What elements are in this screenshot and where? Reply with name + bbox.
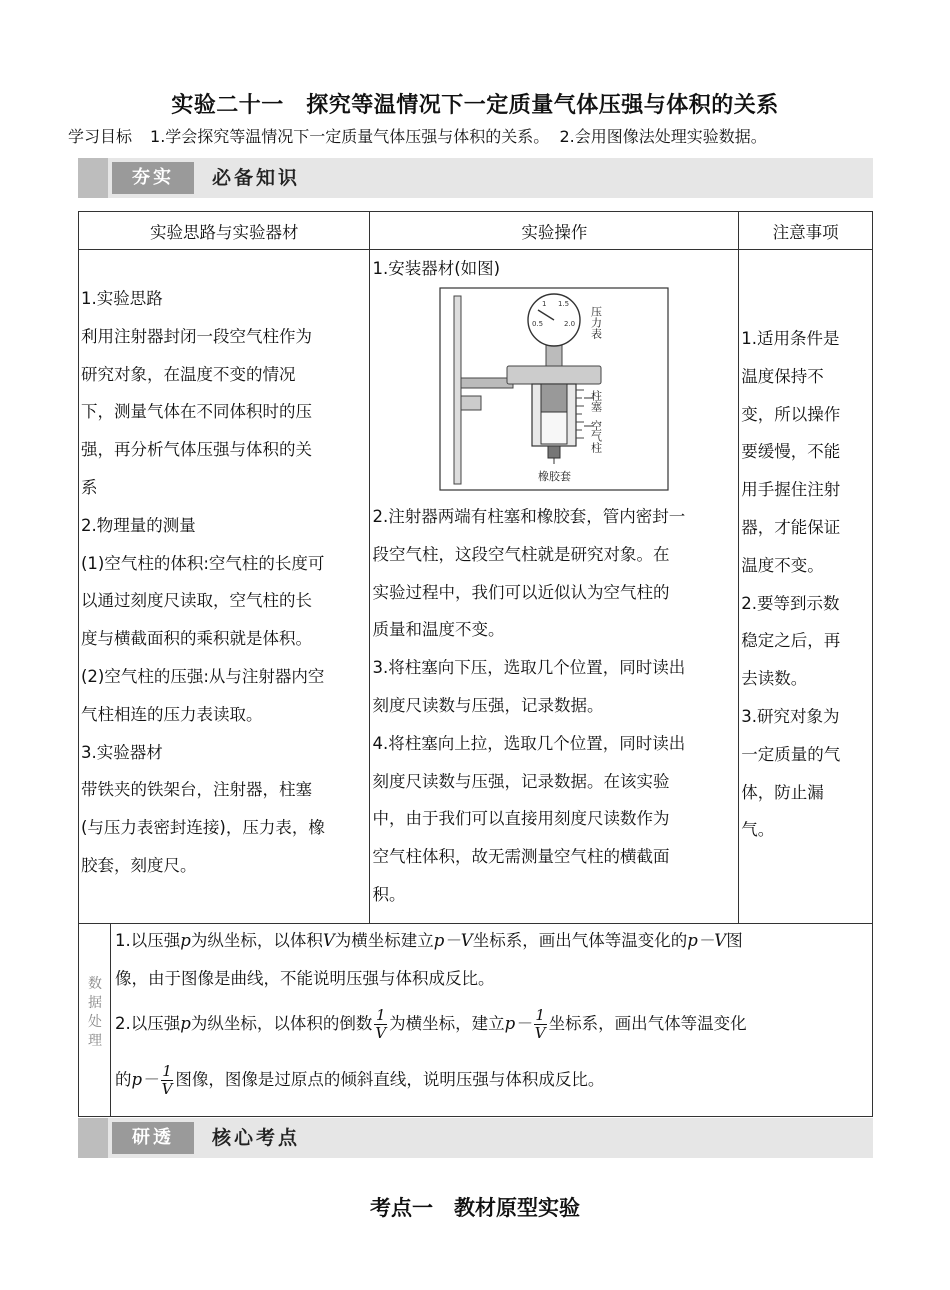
operation-line: 积。 bbox=[372, 884, 406, 904]
banner-tag: 夯实 bbox=[112, 162, 194, 194]
notes-cell bbox=[739, 250, 872, 849]
approach-line: 度与横截面积的乘积就是体积。 bbox=[81, 629, 312, 649]
learning-goals bbox=[68, 124, 767, 147]
notes-line: 稳定之后，再 bbox=[741, 631, 841, 651]
notes-line: 体，防止漏 bbox=[741, 782, 824, 802]
experiment-table bbox=[78, 211, 873, 924]
data-processing-label: 数据处理 bbox=[88, 976, 102, 1049]
approach-line: 系 bbox=[81, 477, 98, 497]
dp-line-1: 1.以压强p为纵坐标，以体积V为横坐标建立p－V坐标系，画出气体等温变化的p－V图 bbox=[115, 931, 743, 950]
approach-line: 胶套，刻度尺。 bbox=[81, 855, 197, 875]
operation-line: 质量和温度不变。 bbox=[372, 620, 505, 640]
notes-line: 2.要等到示数 bbox=[741, 593, 840, 613]
section-banner-core bbox=[78, 1118, 873, 1158]
dp-line-2: 像，由于图像是曲线，不能说明压强与体积成反比。 bbox=[115, 969, 495, 988]
operation-line: 3.将柱塞向下压，选取几个位置，同时读出 bbox=[372, 658, 686, 678]
fraction-1-over-v: $\frac{1}{V}$ bbox=[534, 1006, 546, 1042]
operation-line: 空气柱体积，故无需测量空气柱的横截面 bbox=[372, 847, 670, 867]
notes-line: 器，才能保证 bbox=[741, 517, 841, 537]
approach-line: 以通过刻度尺读取，空气柱的长 bbox=[81, 591, 312, 611]
approach-cell bbox=[79, 250, 369, 885]
approach-line: 强，再分析气体压强与体积的关 bbox=[81, 440, 312, 460]
operation-line: 2.注射器两端有柱塞和橡胶套，管内密封一 bbox=[372, 507, 686, 526]
data-processing-label-cell bbox=[78, 923, 111, 1117]
notes-line: 气。 bbox=[741, 820, 775, 840]
gauge-tick: 0.5 bbox=[532, 320, 544, 328]
notes-line: 温度保持不 bbox=[741, 366, 824, 386]
data-processing-content bbox=[111, 923, 873, 1117]
notes-line: 变，所以操作 bbox=[741, 404, 841, 424]
approach-line: 利用注射器封闭一段空气柱作为 bbox=[81, 326, 312, 346]
banner-text: 核心考点 bbox=[212, 1127, 301, 1149]
section-title: 考点一 教材原型实验 bbox=[370, 1195, 580, 1220]
operation-line: 实验过程中，我们可以近似认为空气柱的 bbox=[372, 582, 670, 602]
dp-line-3: 2.以压强p为纵坐标，以体积的倒数 $\frac{1}{V}$ 为横坐标，建立p－ $\frac{1}{V}$ 坐标系，画出气体等温变化 bbox=[115, 1006, 747, 1042]
operation-step-1: 1.安装器材(如图) bbox=[372, 259, 501, 278]
notes-line: 去读数。 bbox=[741, 669, 808, 689]
approach-line: (与压力表密封连接)，压力表，橡 bbox=[81, 818, 325, 838]
operation-line: 刻度尺读数与压强，记录数据。 bbox=[372, 695, 604, 715]
rubber-cap-label: 橡胶套 bbox=[538, 470, 572, 483]
gauge-tick: 2.0 bbox=[564, 320, 576, 328]
operation-cell bbox=[370, 250, 738, 914]
approach-line: 1.实验思路 bbox=[81, 289, 163, 308]
notes-line: 一定质量的气 bbox=[741, 744, 841, 764]
approach-line: 带铁夹的铁架台，注射器，柱塞 bbox=[81, 780, 312, 800]
notes-line: 温度不变。 bbox=[741, 555, 824, 575]
plunger bbox=[541, 384, 567, 412]
notes-line: 1.适用条件是 bbox=[741, 329, 840, 348]
banner-text: 必备知识 bbox=[212, 167, 301, 189]
operation-line: 4.将柱塞向上拉，选取几个位置，同时读出 bbox=[372, 733, 686, 753]
apparatus-figure bbox=[434, 286, 674, 492]
goal-1: 1.学会探究等温情况下一定质量气体压强与体积的关系。 bbox=[150, 127, 550, 146]
dp-line-4: 的p－ $\frac{1}{V}$ 图像，图像是过原点的倾斜直线，说明压强与体积成反比。 bbox=[115, 1062, 605, 1098]
fraction-1-over-v: $\frac{1}{V}$ bbox=[161, 1062, 173, 1098]
operation-steps bbox=[372, 498, 736, 914]
approach-line: 气柱相连的压力表读取。 bbox=[81, 704, 263, 724]
plunger-label: 柱塞 bbox=[589, 390, 603, 412]
air-column bbox=[541, 412, 567, 444]
banner-stripe bbox=[78, 158, 108, 198]
header-operation: 实验操作 bbox=[370, 212, 739, 250]
banner-tag: 研透 bbox=[112, 1122, 194, 1154]
goals-label: 学习目标 bbox=[68, 127, 133, 146]
header-approach: 实验思路与实验器材 bbox=[79, 212, 370, 250]
section-banner-knowledge bbox=[78, 158, 873, 198]
notes-line: 用手握住注射 bbox=[741, 480, 841, 500]
fraction-1-over-v: $\frac{1}{V}$ bbox=[375, 1006, 387, 1042]
operation-line: 中，由于我们可以直接用刻度尺读数作为 bbox=[372, 809, 670, 829]
header-notes: 注意事项 bbox=[739, 212, 873, 250]
approach-line: 2.物理量的测量 bbox=[81, 515, 196, 535]
operation-line: 段空气柱，这段空气柱就是研究对象。在 bbox=[372, 544, 670, 564]
gauge-label: 压力表 bbox=[589, 306, 603, 339]
gauge-tick: 1.5 bbox=[558, 300, 570, 308]
notes-line: 要缓慢，不能 bbox=[741, 442, 841, 462]
operation-line: 刻度尺读数与压强，记录数据。在该实验 bbox=[372, 771, 670, 791]
notes-line: 3.研究对象为 bbox=[741, 706, 840, 726]
rubber-cap bbox=[548, 446, 560, 458]
approach-line: 3.实验器材 bbox=[81, 742, 163, 762]
banner-stripe bbox=[78, 1118, 108, 1158]
approach-line: 研究对象，在温度不变的情况 bbox=[81, 364, 296, 384]
approach-line: 下，测量气体在不同体积时的压 bbox=[81, 402, 312, 422]
approach-line: (2)空气柱的压强:从与注射器内空 bbox=[81, 666, 325, 686]
data-processing-row bbox=[78, 923, 873, 1117]
air-column-label: 空气柱 bbox=[589, 420, 603, 453]
page-title: 实验二十一 探究等温情况下一定质量气体压强与体积的关系 bbox=[171, 92, 779, 118]
approach-line: (1)空气柱的体积:空气柱的长度可 bbox=[81, 553, 325, 573]
gauge-tick: 1 bbox=[542, 300, 547, 308]
goal-2: 2.会用图像法处理实验数据。 bbox=[559, 127, 767, 146]
